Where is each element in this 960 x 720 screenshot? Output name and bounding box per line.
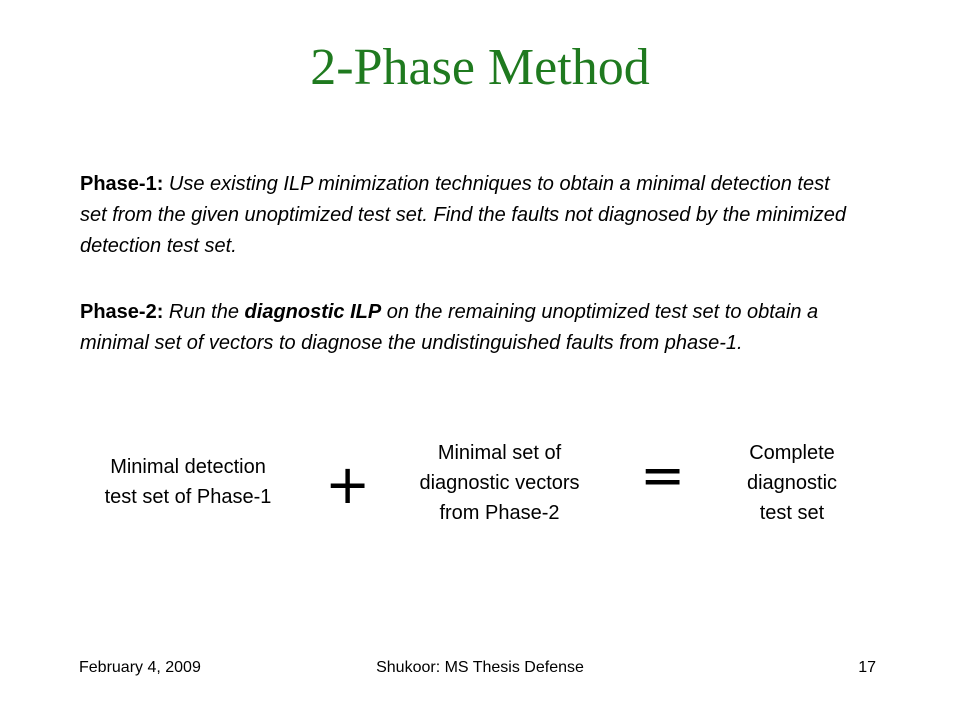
equation-result [712,438,872,528]
phase-1-paragraph [80,169,860,262]
footer-date: February 4, 2009 [79,659,201,676]
term-1-line: Minimal detection [110,456,266,478]
footer-presenter: Shukoor: MS Thesis Defense [376,659,584,676]
equals-sign: = [640,444,686,507]
phase-2-paragraph [80,297,860,359]
term-2-line: from Phase-2 [439,502,560,524]
result-line: Complete [749,442,835,464]
term-2-line: diagnostic vectors [419,472,580,494]
phase-2-emphasis: diagnostic ILP [244,301,382,323]
phase-1-text: Use existing ILP minimization techniques to obtain a minimal detection test set from the given unoptimized test set. Find the faults not diagnosed by the minimized detection test set. [80,173,846,257]
result-line: diagnostic [746,472,838,494]
footer-page-number: 17 [858,659,876,676]
equation-term-diagnostic-vectors [392,438,607,528]
plus-sign: + [325,453,371,516]
equation-term-detection-set [78,452,298,512]
result-line: test set [759,502,825,524]
term-1-line: test set of Phase-1 [104,486,272,508]
slide-title: 2-Phase Method [310,39,650,96]
phase-2-text-before: Run the [163,301,245,323]
term-2-line: Minimal set of [437,442,562,464]
phase-1-label: Phase-1: [80,173,164,195]
phase-2-label: Phase-2: [80,301,164,323]
phase-2-text-after: on the remaining unoptimized test set to obtain a minimal set of vectors to diagnose the undistinguished faults from phase-1. [80,301,819,354]
